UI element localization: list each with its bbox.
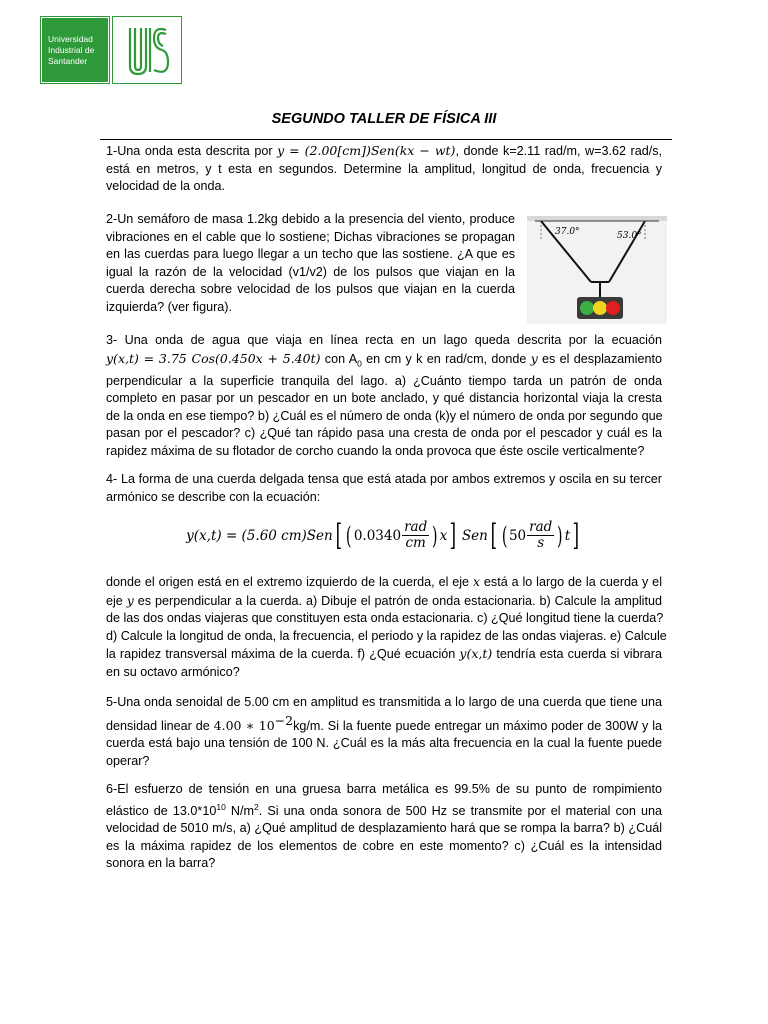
problem-6 [106, 781, 662, 873]
problem-1 [106, 142, 662, 196]
equation: y(x,t) = 3.75 Cos(0.450x + 5.40t) [106, 350, 321, 366]
equation-coef: 50 [508, 527, 527, 544]
text: donde el origen está en el extremo izquierdo de la cuerda, el eje [106, 575, 473, 589]
text-line: de las dos ondas viajeras que constituyen esta onda estacionaria. c) ¿Qué longitud tiene la cuerda? [106, 611, 664, 625]
text: eje [106, 593, 127, 608]
uis-emblem [112, 16, 182, 84]
text: elástico de 13.0*10 [106, 803, 217, 818]
text-line: perpendicular a la superficie tranquila del lago. a) ¿Cuánto tiempo tarda un patrón de onda [106, 373, 662, 388]
text-line: 5-Una onda senoidal de 5.00 cm en amplitud es transmitida a lo largo de una cuerda que tiene una [106, 695, 662, 709]
variable: y [530, 350, 538, 366]
problem-2 [106, 211, 515, 316]
text-line: en las cuerdas para luego llegar a un techo que las sostiene. ¿A que es [106, 247, 515, 261]
page-title: SEGUNDO TALLER DE FÍSICA III [271, 111, 497, 127]
logo-line: Santander [48, 55, 88, 66]
text-line: igual la razón de la velocidad (v1/v2) de los pulsos que viajan en la [106, 264, 515, 279]
text-line: de la onda en ese tiempo? b) ¿Cuál es el número de onda (k)y el número de onda por segundo que [106, 408, 663, 423]
angle-right-label: 53.0° [617, 231, 642, 241]
text: 1-Una onda esta descrita por [106, 144, 278, 158]
variable: y [126, 592, 134, 608]
text-line: d) Calcule la longitud de onda, la frecuencia, el periodo y la rapidez de las ondas viajeras. e) Calcule [106, 628, 667, 643]
equation-var: x [439, 527, 448, 544]
text-line: 4- La forma de una cuerda delgada tensa que está atada por ambos extremos y oscila en su tercer [106, 472, 662, 486]
problem-3 [106, 332, 662, 460]
equation-coef: 0.0340 [353, 527, 402, 544]
text-line: armónico se describe con la ecuación: [106, 489, 321, 504]
text-line: rapidez máxima de su flotador de corcho cuando la onda provoca que éste oscile verticalmente? [106, 443, 645, 458]
text: está a lo largo de la cuerda y el [480, 575, 662, 589]
logo-line: Industrial de [48, 44, 95, 55]
equation-fn: Sen [461, 527, 488, 544]
text-line: pasan por el pescador? c) ¿Qué tan rápido pasa una cresta de onda por el pescador y cuál es la [106, 426, 662, 441]
exponent: −2 [274, 712, 294, 728]
traffic-light-figure [527, 216, 667, 324]
text: en cm y k en rad/cm, donde [361, 351, 531, 366]
text-line: en su octavo armónico? [106, 664, 240, 679]
text: es perpendicular a la cuerda. a) Dibuje el patrón de onda estacionaria. b) Calcule la amplitud [133, 593, 662, 608]
equation-lhs: y(x,t) = (5.60 cm)Sen [186, 527, 333, 544]
text: . Si una onda sonora de 500 Hz se transmite por el material con una [258, 803, 662, 818]
problem-4-intro [106, 471, 662, 506]
subscript: 0 [357, 358, 362, 369]
text-line: vibraciones en el cable que lo sostiene; Dichas vibraciones se propagan [106, 229, 515, 244]
angle-left-label: 37.0° [555, 227, 580, 237]
text-line: cuerda está bajo una tensión de 100 N. ¿Cuál es la más alta frecuencia en la cual la fuente puede [106, 736, 662, 751]
frac-den: cm [405, 535, 426, 551]
text-line: operar? [106, 753, 150, 768]
equation-var: t [564, 527, 571, 544]
equation: y = (2.00[cm])Sen(kx − wt) [277, 143, 456, 158]
problem-4-body [106, 573, 667, 681]
text-line: velocidad de 5010 m/s, a) ¿Qué amplitud de desplazamiento hará que se rompa la barra? b) ¿Cuál [106, 821, 662, 836]
university-logo [40, 16, 110, 84]
yellow-light [593, 301, 607, 315]
frac-num: rad [529, 519, 553, 535]
text-line: velocidad de la onda. [106, 179, 226, 193]
title-rule [100, 139, 672, 140]
text: , donde k=2.11 rad/m, w=3.62 rad/s, [455, 144, 662, 158]
text-line: está en metros, y t esta en segundos. Determine la amplitud, longitud de onda, frecuencia y [106, 161, 662, 176]
frac-den: s [537, 535, 545, 551]
text-line: 3- Una onda de agua que viaja en línea recta en un lago queda descrita por la ecuación [106, 333, 662, 347]
logo-line: Universidad [48, 33, 93, 44]
exponent: 2 [254, 801, 259, 812]
green-light [580, 301, 594, 315]
text: tendría esta cuerda si vibrara [492, 647, 662, 661]
text: densidad linear de [106, 718, 214, 733]
text: la rapidez transversal máxima de la cuerda. f) ¿Qué ecuación [106, 647, 460, 661]
equation: y(x,t) [459, 646, 493, 661]
text-line: cuerda derecha sobre velocidad de los pulsos que viajan en la cuerda [106, 282, 515, 296]
uis-emblem-icon [116, 20, 178, 80]
variable: x [472, 574, 481, 589]
standing-wave-equation: y(x,t) = (5.60 cm)Sen [ ( 0.0340 $\frac{\text{rad}}{cm}$ ) x ] Sen [ ( 50 $\frac{\text{rad}}{s}$ ) t ] [186, 517, 580, 553]
text-line: completo en pasar por un pescador en un bote anclado, y qué distancia horizontal viaja la cresta [106, 391, 662, 406]
equation: 4.00 ∗ 10 [213, 717, 275, 733]
text-line: es la máxima rapidez de los elementos de cobre en este momento? c) ¿Cuál es la intensidad [106, 838, 662, 853]
exponent: 10 [216, 801, 226, 812]
text-line: 2-Un semáforo de masa 1.2kg debido a la presencia del viento, produce [106, 212, 515, 226]
text-line: sonora en la barra? [106, 856, 216, 871]
text: con A [320, 351, 358, 366]
problem-5 [106, 694, 662, 770]
red-light [606, 301, 620, 315]
text-line: izquierda? (ver figura). [106, 299, 232, 314]
text: es el desplazamiento [537, 351, 662, 366]
text: N/m [225, 803, 254, 818]
text-line: 6-El esfuerzo de tensión en una gruesa barra metálica es 99.5% de su punto de rompimiento [106, 782, 662, 796]
frac-num: rad [404, 519, 428, 535]
text: kg/m. Si la fuente puede entregar un máximo poder de 300W y la [293, 718, 662, 733]
